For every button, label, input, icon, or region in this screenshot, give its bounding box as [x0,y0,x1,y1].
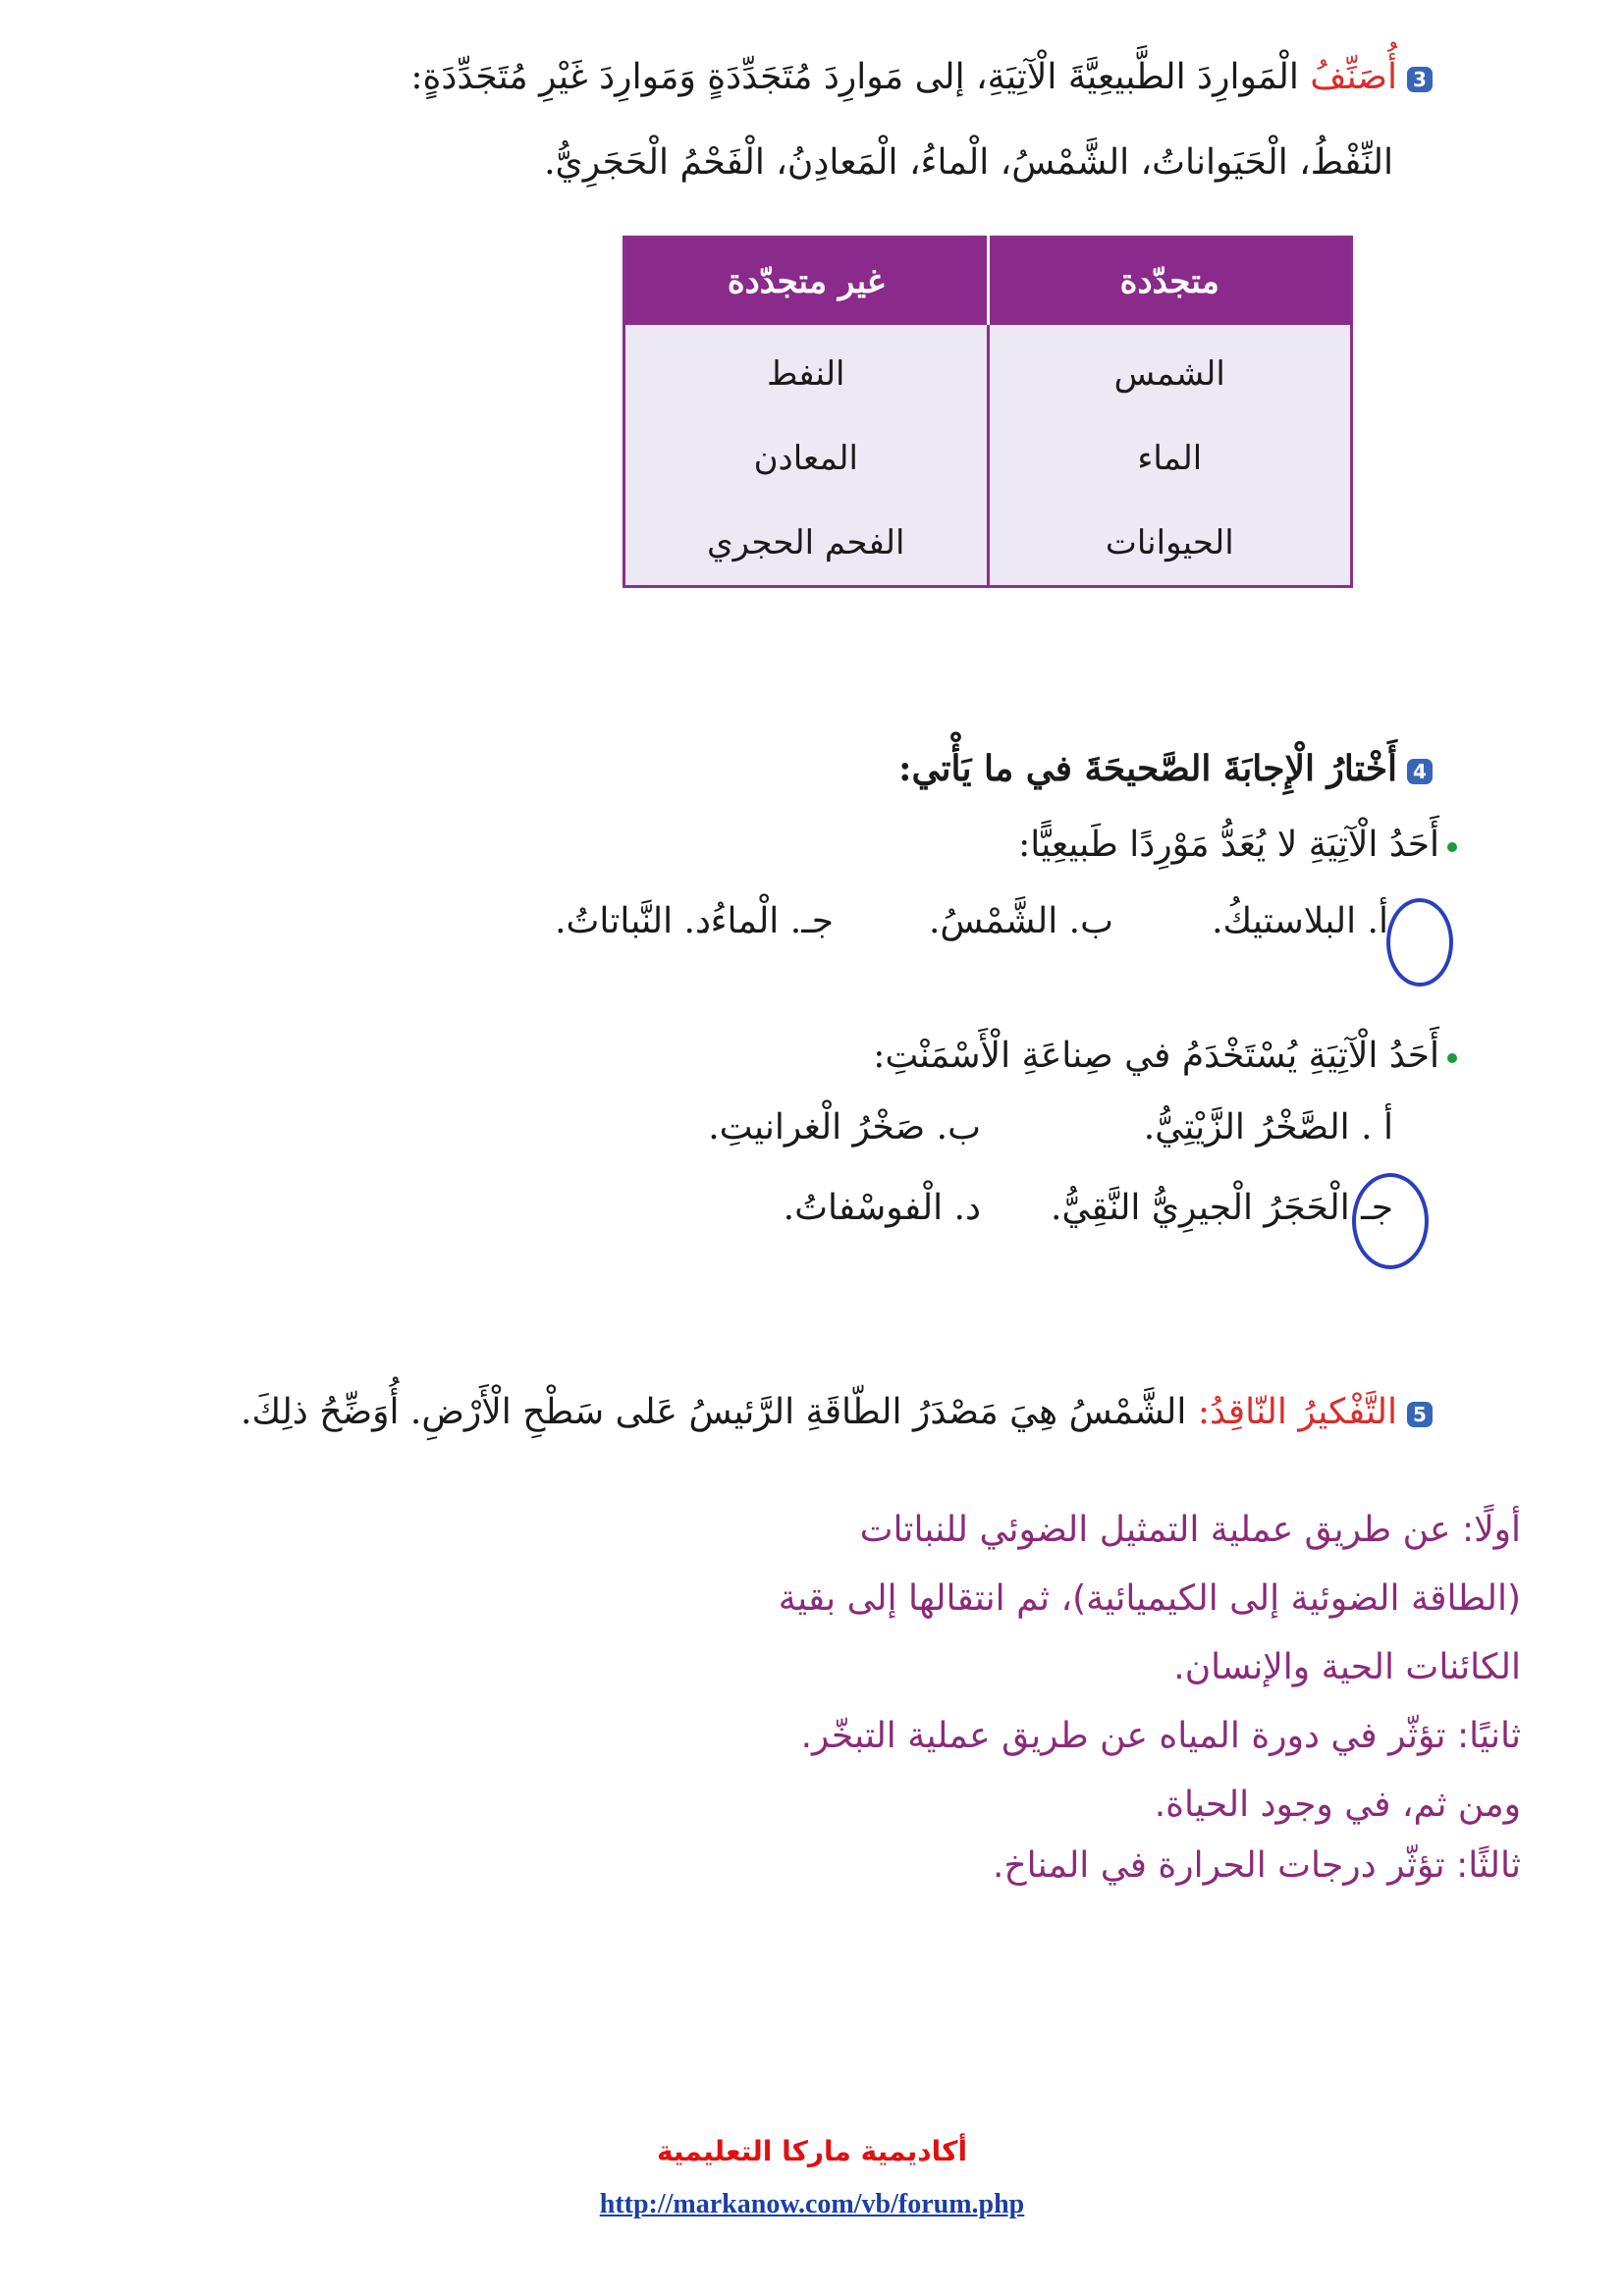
answer-line: ثالثًا: تؤثّر درجات الحرارة في المناخ. [993,1845,1521,1886]
q4a-stem [1018,825,1457,865]
q4b-stem [873,1036,1457,1076]
table-row [624,501,1352,587]
table-cell: الشمس [988,325,1352,416]
question-number-badge: 3 [1407,67,1433,92]
q4b-option-a: أ . الصَّخْرُ الزَّيْتِيُّ. [1143,1107,1393,1148]
q3-items-list: النِّفْطُ، الْحَيَواناتُ، الشَّمْسُ، الْماءُ، الْمَعادِنُ، الْفَحْمُ الْحَجَرِيُّ. [544,142,1393,183]
table-row [624,325,1352,416]
q4a-stem-text: أَحَدُ الْآتِيَةِ لا يُعَدُّ مَوْرِدًا طَبيعِيًّا: [1018,825,1439,865]
answer-line: (الطاقة الضوئية إلى الكيميائية)، ثم انتقالها إلى بقية [778,1578,1521,1619]
footer-forum-link[interactable]: http://markanow.com/vb/forum.php [599,2189,1025,2219]
q5-prompt: الشَّمْسُ هِيَ مَصْدَرُ الطّاقَةِ الرَّئيسُ عَلى سَطْحِ الْأَرْضِ. أُوَضِّحُ ذلِكَ. [241,1392,1187,1432]
answer-line: ومن ثم، في وجود الحياة. [1154,1785,1521,1825]
table-row [624,416,1352,501]
q4-heading [898,748,1433,789]
q3-prompt: الْمَوارِدَ الطَّبيعِيَّةَ الْآتِيَةِ، إلى مَوارِدَ مُتَجَدِّدَةٍ وَمَوارِدَ غَيْرِ مُتَجَدِّدَةٍ: [410,57,1299,97]
answer-circle-mark [1352,1173,1429,1269]
table-cell: الماء [988,416,1352,501]
q4a-option-a: أ. البلاستيكُ. [1212,901,1388,941]
q4b-option-b: ب. صَخْرُ الْغرانيتِ. [708,1107,981,1148]
bullet-icon [1447,842,1457,852]
footer-link-wrapper [0,2189,1624,2220]
question-number-badge: 5 [1407,1402,1433,1427]
answer-line: أولًا: عن طريق عملية التمثيل الضوئي للنباتات [859,1510,1521,1550]
table-cell: المعادن [624,416,989,501]
q4a-option-c: جـ. الْماءُ. [699,901,834,941]
q5-heading [241,1392,1433,1432]
q3-heading [410,57,1433,97]
table-cell: النفط [624,325,989,416]
question-number-badge: 4 [1407,759,1433,784]
q4b-stem-text: أَحَدُ الْآتِيَةِ يُسْتَخْدَمُ في صِناعَةِ الْأَسْمَنْتِ: [873,1036,1439,1076]
q4a-option-d: د. النَّباتاتُ. [555,901,711,941]
q5-label: التَّفْكيرُ النّاقِدُ: [1197,1392,1397,1432]
q3-verb: أُصَنِّفُ [1310,57,1397,97]
answer-circle-mark [1386,898,1453,987]
table-cell: الحيوانات [988,501,1352,587]
header-renewable: متجدّدة [988,238,1352,326]
table-header-row [624,238,1352,326]
bullet-icon [1447,1053,1457,1063]
q4-prompt: أَخْتارُ الْإِجابَةَ الصَّحيحَةَ في ما يَأْتي: [898,748,1397,789]
answer-line: الكائنات الحية والإنسان. [1173,1647,1521,1687]
answer-line: ثانيًا: تؤثّر في دورة المياه عن طريق عملية التبخّر. [800,1716,1521,1756]
table-cell: الفحم الحجري [624,501,989,587]
q4a-option-b: ب. الشَّمْسُ. [928,901,1113,941]
q4b-option-d: د. الْفوسْفاتُ. [783,1188,981,1228]
header-nonrenewable: غير متجدّدة [624,238,989,326]
footer-academy-name: أكاديمية ماركا التعليمية [656,2135,968,2167]
classification-table [623,236,1353,588]
q4b-option-c: جـ الْحَجَرُ الْجيرِيُّ النَّقِيُّ. [1050,1188,1393,1228]
